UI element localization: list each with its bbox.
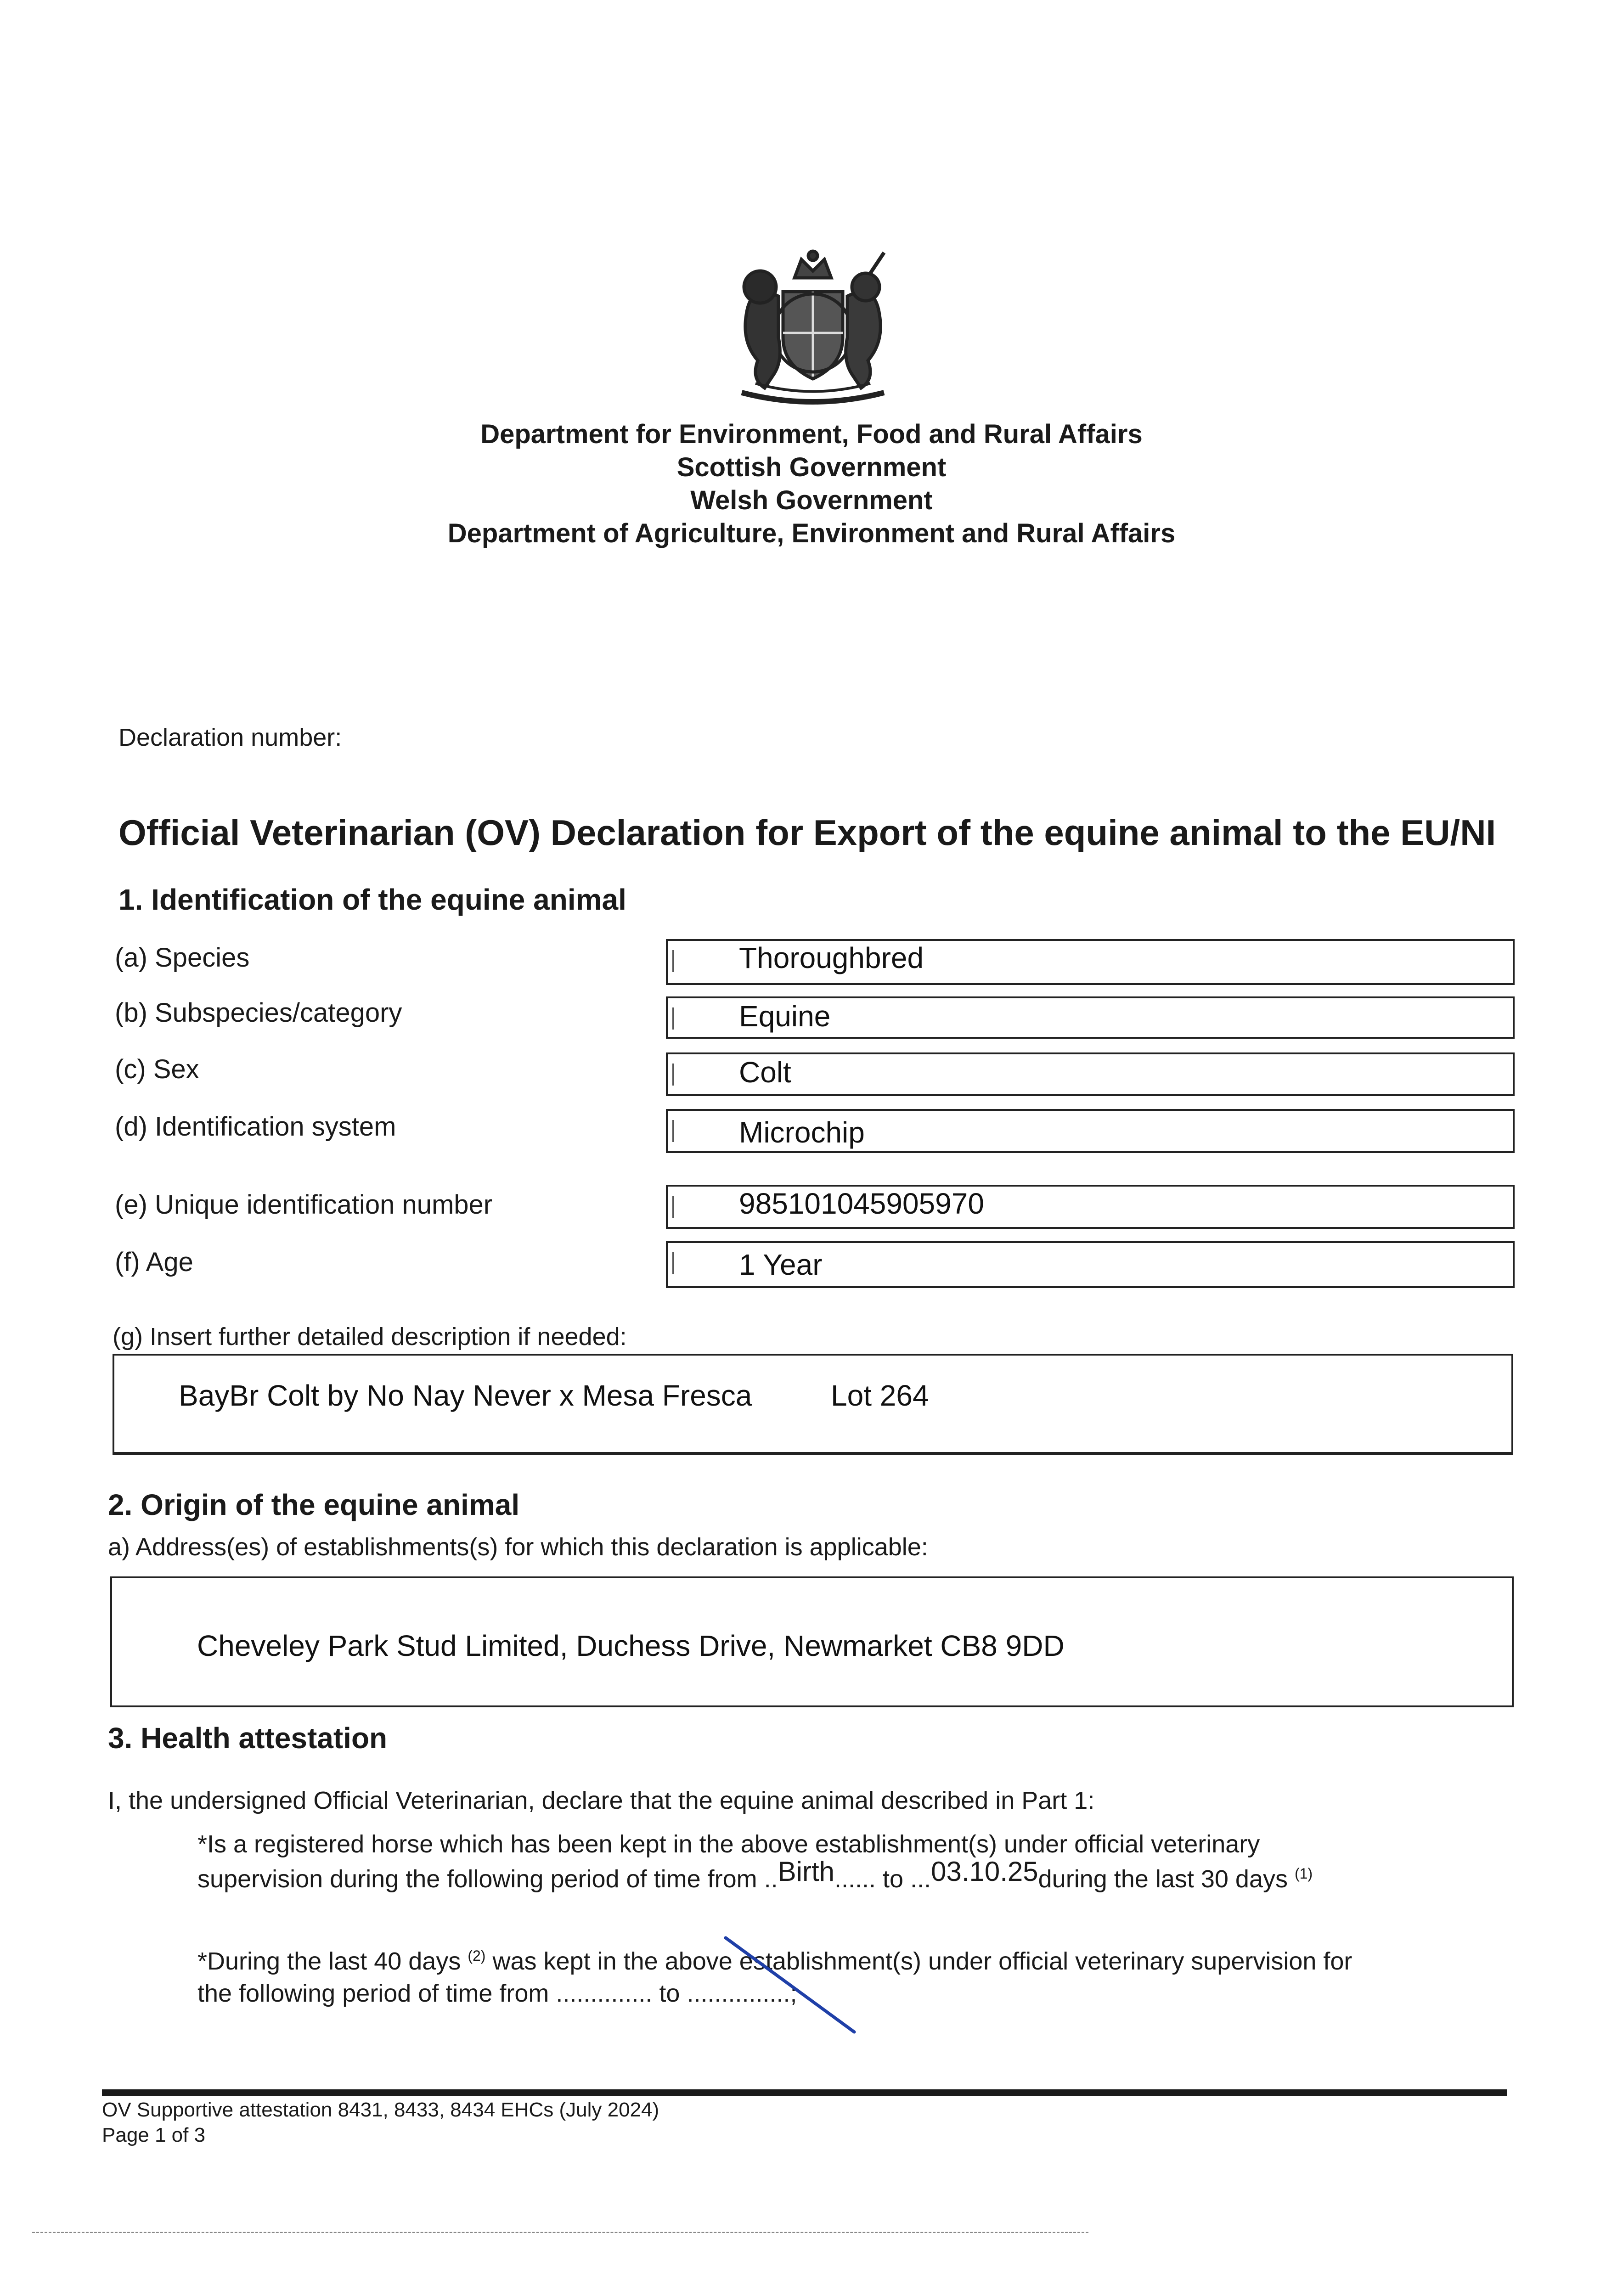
identification-system-label: (d) Identification system xyxy=(115,1112,396,1142)
clause-2-line-2: the following period of time from .............. to ...............; xyxy=(197,1980,797,2007)
department-line-3: Welsh Government xyxy=(690,485,933,515)
description-box xyxy=(113,1354,1513,1455)
clause-2-text-a: *During the last 40 days xyxy=(197,1947,461,1975)
sex-value: Colt xyxy=(739,1056,791,1089)
description-value: BayBr Colt by No Nay Never x Mesa Fresca xyxy=(179,1379,752,1412)
clause-2-text-b: was kept in the above establishment(s) under official veterinary supervision for xyxy=(492,1947,1352,1975)
description-label: (g) Insert further detailed description if needed: xyxy=(113,1323,627,1351)
department-line-1: Department for Environment, Food and Rural Affairs xyxy=(480,419,1143,449)
section-2-heading: 2. Origin of the equine animal xyxy=(108,1488,520,1521)
species-label: (a) Species xyxy=(115,943,250,973)
document-title: Official Veterinarian (OV) Declaration for Export of the equine animal to the EU/NI xyxy=(118,812,1496,853)
clause-1-footnote: (1) xyxy=(1295,1865,1313,1882)
subspecies-value: Equine xyxy=(739,1000,831,1033)
subspecies-label: (b) Subspecies/category xyxy=(115,998,402,1028)
declaration-number-label: Declaration number: xyxy=(118,724,342,751)
sex-label: (c) Sex xyxy=(115,1054,199,1084)
unique-id-field xyxy=(666,1185,1515,1229)
department-line-4: Department of Agriculture, Environment and Rural Affairs xyxy=(447,518,1176,548)
footer-rule xyxy=(102,2089,1507,2096)
unique-id-label: (e) Unique identification number xyxy=(115,1190,493,1220)
section-1-heading: 1. Identification of the equine animal xyxy=(118,883,626,916)
identification-system-value: Microchip xyxy=(739,1116,865,1149)
species-field xyxy=(666,939,1515,985)
scan-edge-line xyxy=(32,2232,1088,2233)
subspecies-field xyxy=(666,996,1515,1039)
address-value: Cheveley Park Stud Limited, Duchess Drive, Newmarket CB8 9DD xyxy=(197,1629,1065,1662)
clause-2-footnote: (2) xyxy=(468,1947,486,1964)
footer-page-number: Page 1 of 3 xyxy=(102,2124,206,2146)
strike-through-mark xyxy=(716,1929,863,2041)
clause-1-line-2 xyxy=(197,1856,1313,1894)
species-value: Thoroughbred xyxy=(739,941,924,974)
clause-1-from-value: Birth xyxy=(778,1856,834,1887)
clause-1-text-a: supervision during the following period of time from .. xyxy=(197,1865,778,1893)
sex-field xyxy=(666,1052,1515,1096)
age-field xyxy=(666,1241,1515,1288)
unique-id-value: 985101045905970 xyxy=(739,1187,984,1220)
clause-1-text-b: ...... to ... xyxy=(834,1865,931,1893)
clause-1-line-1: *Is a registered horse which has been kept in the above establishment(s) under official veterinary xyxy=(197,1830,1260,1858)
health-intro: I, the undersigned Official Veterinarian, declare that the equine animal described in Part 1: xyxy=(108,1787,1095,1814)
section-3-heading: 3. Health attestation xyxy=(108,1722,388,1755)
lot-value: Lot 264 xyxy=(831,1379,929,1412)
age-value: 1 Year xyxy=(739,1248,823,1281)
clause-1-text-c: during the last 30 days xyxy=(1038,1865,1288,1893)
identification-system-field xyxy=(666,1109,1515,1153)
address-box xyxy=(110,1576,1514,1707)
age-label: (f) Age xyxy=(115,1247,193,1277)
footer-line-1: OV Supportive attestation 8431, 8433, 8434 EHCs (July 2024) xyxy=(102,2099,659,2121)
clause-1-to-value: 03.10.25 xyxy=(931,1856,1038,1887)
royal-coat-of-arms-icon xyxy=(714,246,912,411)
department-line-2: Scottish Government xyxy=(676,452,947,482)
address-label: a) Address(es) of establishments(s) for which this declaration is applicable: xyxy=(108,1533,928,1561)
